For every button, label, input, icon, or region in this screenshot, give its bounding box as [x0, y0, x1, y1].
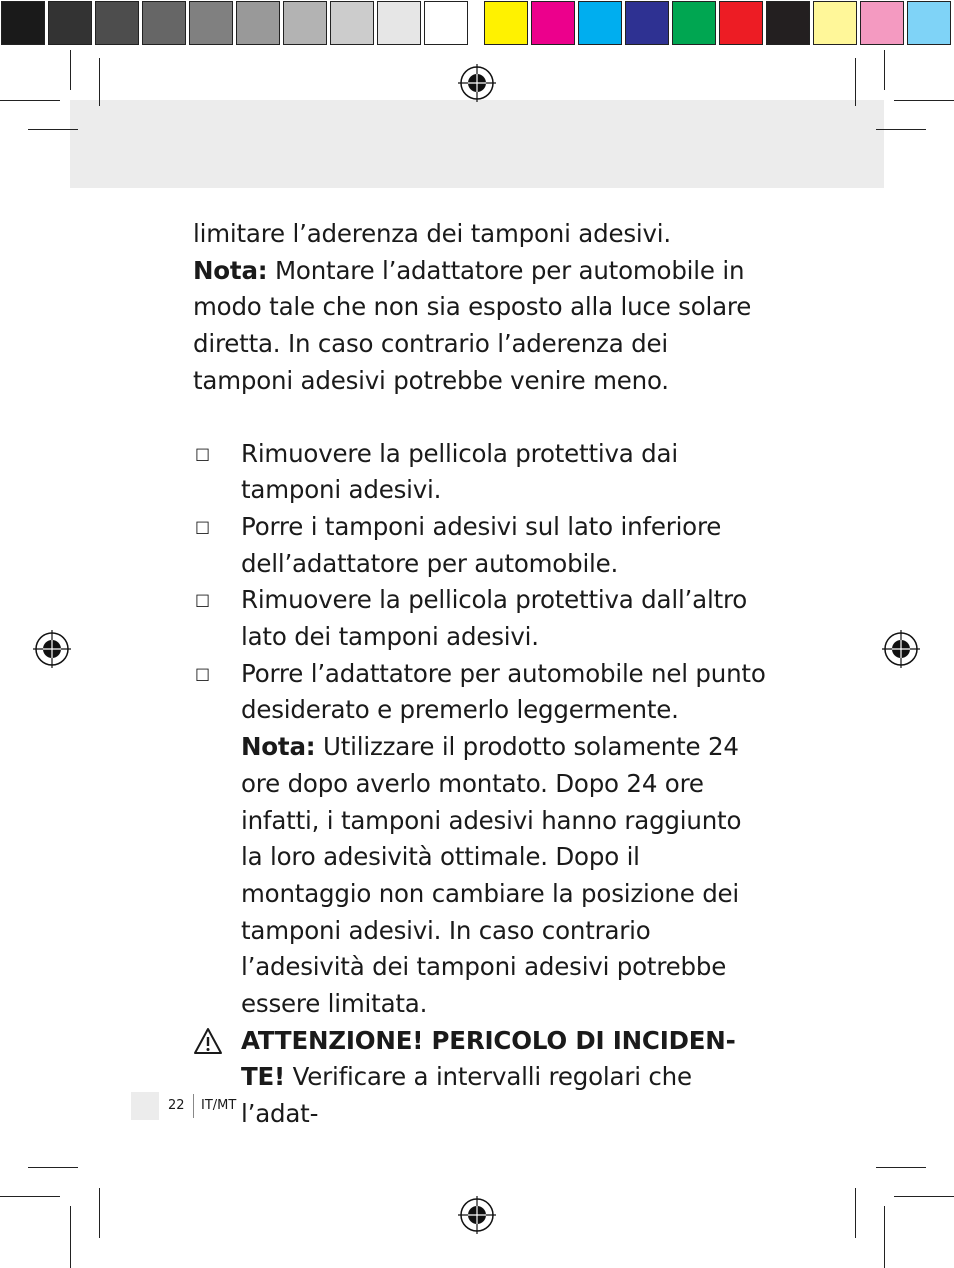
calibration-swatch	[860, 1, 904, 45]
registration-mark-icon	[882, 630, 920, 668]
calibration-swatch	[1, 1, 45, 45]
warning-text	[241, 1023, 768, 1133]
note-text: Utilizzare il prodotto solamente 24 ore dopo averlo montato. Dopo 24 ore infatti, i tamponi adesivi hanno raggiunto la loro adesività ottimale. Dopo il montaggio non cambiare la posizione dei tamponi adesivi. In caso contrario l’adesività dei tamponi adesivi potrebbe essere limitata.	[241, 732, 742, 1019]
crop-mark	[70, 50, 71, 90]
step-text: Porre i tamponi adesivi sul lato inferiore dell’adattatore per automobile.	[241, 511, 722, 578]
language-code: IT/MT	[201, 1098, 237, 1113]
crop-mark	[876, 1167, 926, 1168]
note-label: Nota:	[241, 732, 316, 762]
note-paragraph	[193, 253, 768, 400]
registration-mark-icon	[458, 64, 496, 102]
checkbox-icon: □	[195, 443, 210, 463]
footer-marker	[131, 1092, 159, 1120]
crop-mark	[28, 1167, 78, 1168]
crop-mark	[99, 1188, 100, 1238]
step-body	[241, 656, 768, 1023]
crop-mark	[70, 1206, 71, 1268]
checkbox-icon: □	[195, 590, 210, 610]
page-number: 22	[168, 1098, 185, 1113]
calibration-swatch	[531, 1, 575, 45]
step-text: Porre l’adattatore per automobile nel punto desiderato e premerlo leggermente.	[241, 658, 766, 725]
crop-mark	[855, 1188, 856, 1238]
header-band	[70, 100, 884, 188]
crop-mark	[855, 58, 856, 106]
crop-mark	[884, 50, 885, 90]
calibration-swatch	[672, 1, 716, 45]
crop-mark	[0, 100, 60, 101]
color-calibration-bar	[484, 1, 954, 49]
calibration-swatch	[813, 1, 857, 45]
calibration-swatch	[578, 1, 622, 45]
note-text: Montare l’adattatore per automobile in modo tale che non sia esposto alla luce solare diretta. In caso contrario l’aderenza dei tamponi adesivi potrebbe venire meno.	[193, 255, 752, 395]
instruction-step	[193, 582, 768, 655]
instruction-step	[193, 656, 768, 1023]
warning-block	[193, 1023, 768, 1133]
calibration-swatch	[625, 1, 669, 45]
crop-mark	[28, 129, 78, 130]
warning-body: Verificare a intervalli regolari che l’adat-	[241, 1062, 692, 1129]
grayscale-calibration-bar	[1, 1, 471, 49]
calibration-swatch	[424, 1, 468, 45]
crop-mark	[0, 1196, 60, 1197]
registration-mark-icon	[33, 630, 71, 668]
checkbox-icon: □	[195, 516, 210, 536]
crop-mark	[894, 1196, 954, 1197]
calibration-swatch	[189, 1, 233, 45]
calibration-swatch	[766, 1, 810, 45]
calibration-swatch	[283, 1, 327, 45]
step-text: Rimuovere la pellicola protettiva dai tamponi adesivi.	[241, 438, 678, 505]
instruction-step	[193, 436, 768, 509]
checkbox-icon: □	[195, 663, 210, 683]
warning-label: ATTENZIONE! PERICOLO DI INCIDEN-TE!	[241, 1025, 736, 1092]
calibration-swatch	[907, 1, 951, 45]
crop-mark	[894, 100, 954, 101]
crop-mark	[884, 1206, 885, 1268]
crop-mark	[876, 129, 926, 130]
instruction-step	[193, 509, 768, 582]
calibration-swatch	[142, 1, 186, 45]
calibration-swatch	[95, 1, 139, 45]
calibration-swatch	[330, 1, 374, 45]
note-label: Nota:	[193, 255, 268, 285]
registration-mark-icon	[458, 1196, 496, 1234]
calibration-swatch	[236, 1, 280, 45]
manual-text-column	[193, 216, 768, 1133]
calibration-swatch	[48, 1, 92, 45]
step-text: Rimuovere la pellicola protettiva dall’altro lato dei tamponi adesivi.	[241, 585, 748, 652]
calibration-swatch	[484, 1, 528, 45]
calibration-swatch	[719, 1, 763, 45]
footer-divider	[193, 1094, 194, 1118]
intro-line: limitare l’aderenza dei tamponi adesivi.	[193, 219, 672, 248]
crop-mark	[99, 58, 100, 106]
warning-triangle-icon	[193, 1023, 241, 1133]
note-paragraph	[241, 729, 768, 1023]
calibration-swatch	[377, 1, 421, 45]
